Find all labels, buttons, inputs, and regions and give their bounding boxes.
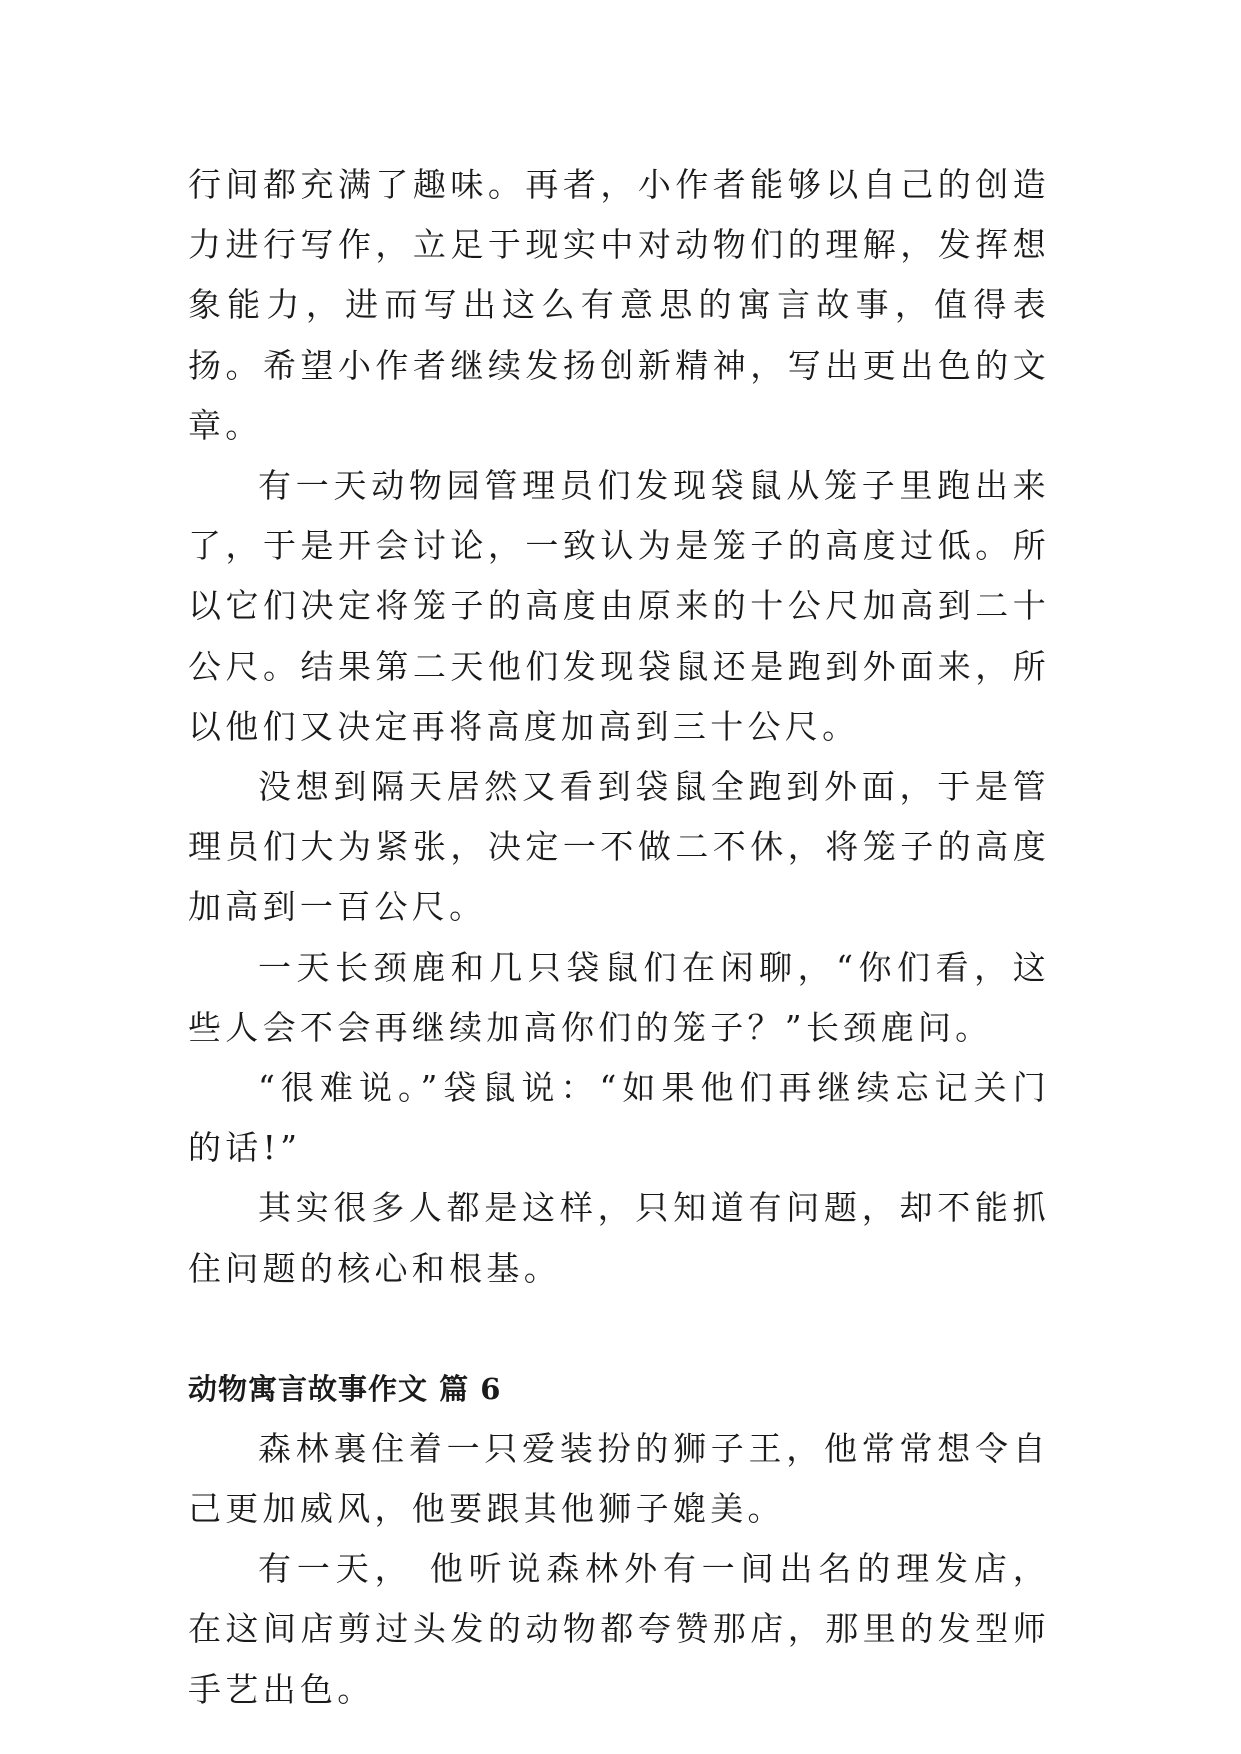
- paragraph-4: 一天长颈鹿和几只袋鼠们在闲聊，“你们看，这些人会不会再继续加高你们的笼子？”长颈鹿问。: [188, 947, 1050, 1047]
- paragraph-6: 其实很多人都是这样，只知道有问题，却不能抓住问题的核心和根基。: [188, 1188, 1050, 1288]
- paragraph-2: 有一天动物园管理员们发现袋鼠从笼子里跑出来了，于是开会讨论，一致认为是笼子的高度过低。所以它们决定将笼子的高度由原来的十公尺加高到二十公尺。结果第二天他们发现袋鼠还是跑到外面来，所以他们又决定再将高度加高到三十公尺。: [188, 466, 1050, 746]
- paragraph-8: 有一天， 他听说森林外有一间出名的理发店，在这间店剪过头发的动物都夸赞那店，那里的发型师手艺出色。: [188, 1549, 1050, 1709]
- document-body: [188, 155, 1050, 1720]
- paragraph-7: 森林裏住着一只爱装扮的狮子王，他常常想令自己更加威风，他要跟其他狮子媲美。: [188, 1428, 1050, 1529]
- section-heading: 动物寓言故事作文 篇 6: [188, 1371, 502, 1406]
- paragraph-5: “很难说。”袋鼠说：“如果他们再继续忘记关门的话!”: [188, 1068, 1050, 1168]
- paragraph-1: 行间都充满了趣味。再者，小作者能够以自己的创造力进行写作，立足于现实中对动物们的理解，发挥想象能力，进而写出这么有意思的寓言故事，值得表扬。希望小作者继续发扬创新精神，写出更出色的文章。: [188, 165, 1050, 445]
- paragraph-3: 没想到隔天居然又看到袋鼠全跑到外面，于是管理员们大为紧张，决定一不做二不休，将笼子的高度加高到一百公尺。: [188, 767, 1050, 927]
